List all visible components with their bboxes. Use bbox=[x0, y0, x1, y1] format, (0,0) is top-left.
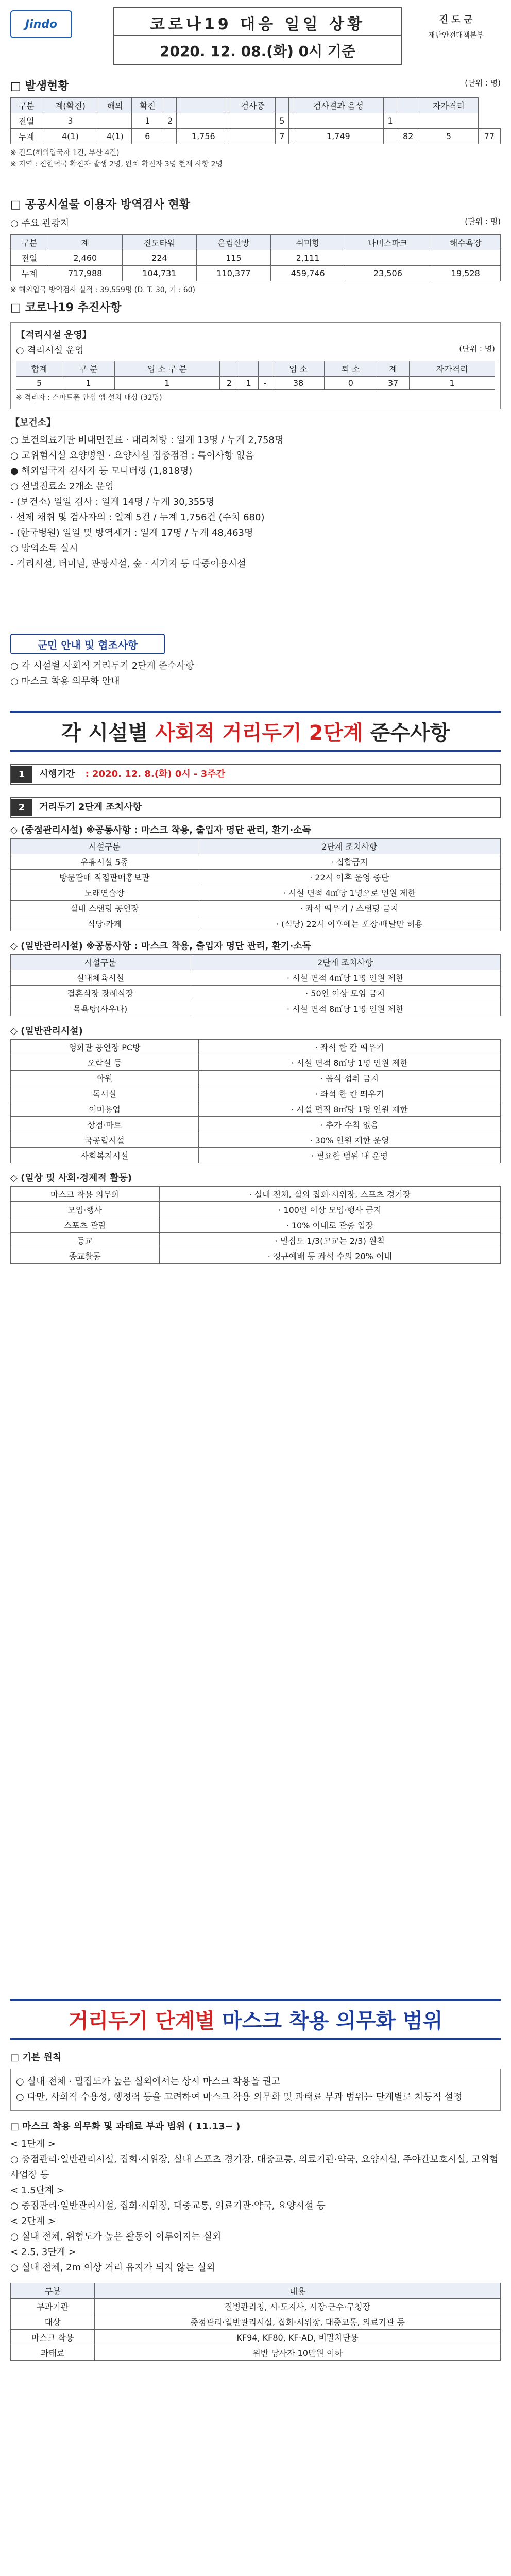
table-cell bbox=[226, 113, 230, 129]
table-cell: 위반 당사자 10만원 이하 bbox=[95, 2345, 501, 2361]
footnote: ※ 진도(해외입국자 1건, 부산 4건) bbox=[10, 149, 120, 157]
table-cell: 1,756 bbox=[181, 129, 226, 144]
table-row bbox=[11, 1001, 501, 1016]
table-cell: · 추가 수칙 없음 bbox=[198, 1117, 500, 1132]
table-row bbox=[11, 1086, 501, 1101]
footnote: ※ 격리자 : 스마트폰 안심 앱 설치 대상 (32명) bbox=[16, 394, 162, 402]
table-cell: · 30% 인원 제한 운영 bbox=[198, 1132, 500, 1148]
table-row bbox=[11, 2345, 501, 2361]
table-header-cell: 입 소 구 분 bbox=[114, 361, 219, 377]
table-cell: 459,746 bbox=[271, 266, 345, 281]
table-cell: 목욕탕(사우나) bbox=[11, 1001, 190, 1016]
table-header-cell: 진도타워 bbox=[122, 235, 196, 250]
table-cell: 중점관리·일반관리시설, 집회·시위장, 대중교통, 의료기관 등 bbox=[95, 2314, 501, 2330]
tourist-table bbox=[10, 234, 501, 281]
table-header-cell: 계(확진) bbox=[42, 98, 98, 113]
table-row bbox=[11, 1071, 501, 1086]
table-row bbox=[11, 1248, 501, 1264]
table-row bbox=[11, 2330, 501, 2345]
table-header-cell: 검사중 bbox=[230, 98, 276, 113]
table-header-row bbox=[11, 839, 501, 854]
table-cell: 224 bbox=[122, 250, 196, 266]
section-title: □ 코로나19 추진사항 bbox=[10, 301, 122, 314]
box-title: 【보건소】 bbox=[10, 417, 56, 428]
table-cell: · 시설 면적 8㎡당 1명 인원 제한 bbox=[190, 1001, 501, 1016]
action-list bbox=[10, 433, 501, 572]
title-part: 준수사항 bbox=[363, 721, 450, 745]
table-cell: 38 bbox=[272, 377, 325, 390]
table-cell bbox=[345, 250, 431, 266]
table-cell: 77 bbox=[478, 129, 500, 144]
table-cell: 국공립시설 bbox=[11, 1132, 199, 1148]
table-cell: 2 bbox=[219, 377, 239, 390]
table-header-cell bbox=[177, 98, 181, 113]
table-cell: 유흥시설 5종 bbox=[11, 854, 198, 870]
table-header-cell: 2단계 조치사항 bbox=[190, 955, 501, 970]
list-item: < 1단계 > bbox=[10, 2139, 56, 2149]
table-cell: 3 bbox=[42, 113, 98, 129]
subsection-title: ○ 주요 관광지 bbox=[10, 218, 70, 229]
org-name: 진 도 군 bbox=[439, 14, 473, 25]
list-item: · 선제 채취 및 검사자의 : 일계 5건 / 누계 1,756건 (수치 680) bbox=[10, 512, 265, 523]
section-notice bbox=[10, 634, 501, 689]
subsection-title: □ 마스크 착용 의무화 및 과태료 부과 범위 ( 11.13~ ) bbox=[10, 2121, 241, 2132]
table-cell: 37 bbox=[377, 377, 410, 390]
list-item: < 1.5단계 > bbox=[10, 2185, 65, 2196]
table-cell bbox=[230, 113, 276, 129]
table-header-cell: 내용 bbox=[95, 2283, 501, 2299]
table-header-cell bbox=[276, 98, 289, 113]
table-header-cell: 시설구분 bbox=[11, 839, 198, 854]
table-cell: 결혼식장 장례식장 bbox=[11, 986, 190, 1001]
table-header-cell bbox=[239, 361, 259, 377]
mask-title bbox=[10, 1999, 501, 2040]
table-cell: 종교활동 bbox=[11, 1248, 160, 1264]
table-row bbox=[11, 1148, 501, 1163]
table-cell: 110,377 bbox=[196, 266, 270, 281]
list-item: < 2.5, 3단계 > bbox=[10, 2247, 76, 2258]
table-cell: 이미용업 bbox=[11, 1101, 199, 1117]
table-cell bbox=[177, 129, 181, 144]
table-cell bbox=[226, 129, 230, 144]
subsection-title: ○ 격리시설 운영 bbox=[16, 345, 84, 356]
org-sub: 재난안전대책본부 bbox=[428, 31, 484, 40]
table-cell bbox=[419, 113, 478, 129]
table-cell: 실내 스탠딩 공연장 bbox=[11, 901, 198, 916]
table-header-row bbox=[11, 235, 501, 250]
table-cell: 717,988 bbox=[48, 266, 122, 281]
table-header-cell: 자가격리 bbox=[410, 361, 495, 377]
table-row bbox=[11, 854, 501, 870]
table-cell: 115 bbox=[196, 250, 270, 266]
table-cell: 과태료 bbox=[11, 2345, 95, 2361]
penalty-table bbox=[10, 2283, 501, 2361]
group-heading: ◇ (일반관리시설) ※공통사항 : 마스크 착용, 출입자 명단 관리, 환기·소독 bbox=[10, 941, 311, 952]
table-cell: 2 bbox=[163, 113, 177, 129]
table-cell: 누계 bbox=[11, 129, 42, 144]
list-item: ○ 선별진료소 2개소 운영 bbox=[10, 481, 114, 492]
table-cell: · 22시 이후 운영 중단 bbox=[198, 870, 501, 885]
list-item: ○ 보건의료기관 비대면진료 · 대리처방 : 일계 13명 / 누계 2,758명 bbox=[10, 435, 284, 446]
table-header-cell: 구분 bbox=[11, 2283, 95, 2299]
period-bar bbox=[10, 764, 501, 785]
table-row bbox=[11, 113, 501, 129]
table-header-cell bbox=[163, 98, 177, 113]
list-item: ○ 중점관리·일반관리시설, 집회·시위장, 대중교통, 의료기관·약국, 요양시설 등 bbox=[10, 2200, 326, 2211]
table-cell: 질병관리청, 시·도지사, 시장·군수·구청장 bbox=[95, 2299, 501, 2314]
table-cell bbox=[288, 113, 293, 129]
section-mask bbox=[10, 1999, 501, 2361]
table-cell bbox=[230, 129, 276, 144]
table-cell: 5 bbox=[276, 113, 289, 129]
report-date: 2020. 12. 08.(화) 0시 기준 bbox=[159, 43, 356, 60]
table-header-cell bbox=[384, 98, 397, 113]
table-row bbox=[11, 901, 501, 916]
title-highlight: 마스크 착용 의무화 범위 bbox=[222, 2009, 443, 2033]
table-cell: 2,111 bbox=[271, 250, 345, 266]
general-facility-table-2 bbox=[10, 1039, 501, 1163]
table-cell: 대상 bbox=[11, 2314, 95, 2330]
table-header-cell: 2단계 조치사항 bbox=[198, 839, 501, 854]
measures-bar bbox=[10, 797, 501, 818]
table-row bbox=[11, 1187, 501, 1202]
table-cell bbox=[397, 113, 419, 129]
table-cell: 5 bbox=[419, 129, 478, 144]
table-header-cell: 입 소 bbox=[272, 361, 325, 377]
table-cell: 1 bbox=[239, 377, 259, 390]
table-header-cell: 자가격리 bbox=[419, 98, 478, 113]
step-number: 1 bbox=[11, 766, 32, 783]
table-cell: 마스크 착용 의무화 bbox=[11, 1187, 160, 1202]
box-title: 【격리시설 운영】 bbox=[16, 330, 92, 341]
list-item: ○ 중점관리·일반관리시설, 집회·시위장, 실내 스포츠 경기장, 대중교통, 의료기관·약국, 요양시설, 주야간보호시설, 고위험 사업장 등 bbox=[10, 2154, 499, 2180]
table-header-cell: 시설구분 bbox=[11, 955, 190, 970]
table-cell: · 좌석 띄우기 / 스탠딩 금지 bbox=[198, 901, 501, 916]
table-header-cell bbox=[219, 361, 239, 377]
section-outbreak bbox=[10, 77, 501, 170]
table-header-cell: 해수욕장 bbox=[431, 235, 500, 250]
list-item: ○ 고위험시설 요양병원 · 요양시설 집중점검 : 특이사항 없음 bbox=[10, 450, 254, 461]
table-cell: 독서실 bbox=[11, 1086, 199, 1101]
table-cell: · 10% 이내로 관중 입장 bbox=[159, 1217, 500, 1233]
list-item: ○ 실내 전체, 위험도가 높은 활동이 이루어지는 실외 bbox=[10, 2231, 222, 2242]
table-cell bbox=[384, 129, 397, 144]
table-cell: · 좌석 한 칸 띄우기 bbox=[198, 1040, 500, 1055]
list-item: ● 해외입국자 검사자 등 모니터링 (1,818명) bbox=[10, 466, 193, 477]
section-distancing bbox=[10, 711, 501, 1264]
table-cell: · 밀집도 1/3(고교는 2/3) 원칙 bbox=[159, 1233, 500, 1248]
table-cell: 2,460 bbox=[48, 250, 122, 266]
table-row bbox=[11, 1040, 501, 1055]
table-cell: 모임·행사 bbox=[11, 1202, 160, 1217]
table-header-cell: 나비스파크 bbox=[345, 235, 431, 250]
table-row bbox=[11, 1117, 501, 1132]
table-cell: 영화관 공연장 PC방 bbox=[11, 1040, 199, 1055]
table-header-cell: 검사결과 음성 bbox=[293, 98, 384, 113]
isolation-box bbox=[10, 322, 501, 409]
table-row bbox=[11, 129, 501, 144]
table-header-cell bbox=[288, 98, 293, 113]
table-cell bbox=[181, 113, 226, 129]
table-header-row bbox=[11, 2283, 501, 2299]
table-cell: 7 bbox=[276, 129, 289, 144]
list-item: ○ 방역소독 실시 bbox=[10, 543, 78, 554]
group-heading: ◇ (중점관리시설) ※공통사항 : 마스크 착용, 출입자 명단 관리, 환기·소독 bbox=[10, 825, 311, 836]
table-cell bbox=[288, 129, 293, 144]
distancing-title bbox=[10, 711, 501, 752]
notice-list bbox=[10, 658, 501, 689]
table-header-cell: 운림산방 bbox=[196, 235, 270, 250]
table-cell: 19,528 bbox=[431, 266, 500, 281]
table-row bbox=[11, 1132, 501, 1148]
table-cell: 1 bbox=[384, 113, 397, 129]
table-cell: 4(1) bbox=[98, 129, 132, 144]
table-row bbox=[16, 377, 495, 390]
table-cell: 1 bbox=[62, 377, 115, 390]
table-cell: 상점·마트 bbox=[11, 1117, 199, 1132]
period-value: : 2020. 12. 8.(화) 0시 - 3주간 bbox=[85, 769, 226, 779]
table-cell: · 집합금지 bbox=[198, 854, 501, 870]
table-cell: · 좌석 한 칸 띄우기 bbox=[198, 1086, 500, 1101]
section-title: □ 발생현황 bbox=[10, 80, 69, 93]
isolation-table bbox=[16, 361, 495, 390]
table-header-row bbox=[11, 955, 501, 970]
title-highlight: 사회적 거리두기 2단계 bbox=[155, 721, 363, 745]
section-facility-check bbox=[10, 196, 501, 296]
list-item: - (한국병원) 일일 및 방역제거 : 일계 17명 / 누계 48,463명 bbox=[10, 528, 253, 538]
table-row bbox=[11, 986, 501, 1001]
table-cell: 23,506 bbox=[345, 266, 431, 281]
table-row bbox=[11, 916, 501, 931]
table-cell: 1 bbox=[114, 377, 219, 390]
table-header-row bbox=[11, 98, 501, 113]
list-item: - 격리시설, 터미널, 관광시설, 숲 · 시가지 등 다중이용시설 bbox=[10, 558, 246, 569]
table-cell: · 필요한 범위 내 운영 bbox=[198, 1148, 500, 1163]
table-cell: 0 bbox=[325, 377, 377, 390]
table-row bbox=[11, 870, 501, 885]
title-divider bbox=[114, 35, 401, 36]
list-item: ○ 실내 전체, 2m 이상 거리 유지가 되지 않는 실외 bbox=[10, 2262, 215, 2273]
list-item: ○ 각 시설별 사회적 거리두기 2단계 준수사항 bbox=[10, 660, 195, 671]
table-row bbox=[11, 266, 501, 281]
table-cell: 4(1) bbox=[42, 129, 98, 144]
subsection-title: □ 기본 원칙 bbox=[10, 2052, 62, 2063]
table-cell: 6 bbox=[132, 129, 163, 144]
principle-box: ○ 실내 전체 · 밀집도가 높은 실외에서는 상시 마스크 착용을 권고 ○ 다만, 사회적 수용성, 행정력 등을 고려하여 마스크 착용 의무화 및 과태료 부과 범위는 단계별로 차등적 설정 bbox=[10, 2069, 501, 2111]
table-row bbox=[11, 1202, 501, 1217]
table-row bbox=[11, 1055, 501, 1071]
title-box bbox=[113, 7, 402, 65]
title-part: 각 시설별 bbox=[61, 721, 156, 745]
period-label: 시행기간 bbox=[39, 769, 75, 779]
table-cell: 등교 bbox=[11, 1233, 160, 1248]
footnote: ※ 지역 : 진한덕국 확진자 발생 2명, 완치 확진자 3명 현재 사항 2명 bbox=[10, 160, 223, 168]
table-cell bbox=[177, 113, 181, 129]
table-cell: 오락실 등 bbox=[11, 1055, 199, 1071]
table-header-cell: 계 bbox=[48, 235, 122, 250]
table-cell: · 실내 전체, 실외 집회·시위장, 스포츠 경기장 bbox=[159, 1187, 500, 1202]
table-cell: 스포츠 관람 bbox=[11, 1217, 160, 1233]
table-header-cell: 쉬미항 bbox=[271, 235, 345, 250]
page-title: 코로나19 대응 일일 상황 bbox=[150, 15, 365, 33]
table-cell: KF94, KF80, KF-AD, 비말차단용 bbox=[95, 2330, 501, 2345]
table-header-cell: 합계 bbox=[16, 361, 62, 377]
group-heading: ◇ (일상 및 사회·경제적 활동) bbox=[10, 1173, 132, 1183]
table-cell: · 정규예배 등 좌석 수의 20% 이내 bbox=[159, 1248, 500, 1264]
table-cell: · (식당) 22시 이후에는 포장·배달만 허용 bbox=[198, 916, 501, 931]
section-title: □ 공공시설물 이용자 방역검사 현황 bbox=[10, 198, 190, 211]
page-header bbox=[0, 0, 511, 72]
list-item: ○ 마스크 착용 의무화 안내 bbox=[10, 676, 120, 687]
unit-label: (단위 : 명) bbox=[459, 344, 495, 353]
table-row bbox=[11, 2314, 501, 2330]
table-cell: 82 bbox=[397, 129, 419, 144]
table-header-cell bbox=[258, 361, 272, 377]
table-cell: 노래연습장 bbox=[11, 885, 198, 901]
table-cell: 방문판매 직접판매홍보관 bbox=[11, 870, 198, 885]
table-cell bbox=[98, 113, 132, 129]
table-row bbox=[11, 885, 501, 901]
table-cell: 식당·카페 bbox=[11, 916, 198, 931]
table-row bbox=[11, 1101, 501, 1117]
table-header-cell: 구분 bbox=[11, 235, 48, 250]
table-cell bbox=[293, 113, 384, 129]
mask-scope-list bbox=[10, 2137, 501, 2276]
table-cell: 마스크 착용 bbox=[11, 2330, 95, 2345]
table-cell: 1,749 bbox=[293, 129, 384, 144]
outbreak-table bbox=[10, 97, 501, 144]
table-row bbox=[11, 2299, 501, 2314]
list-item: < 2단계 > bbox=[10, 2216, 56, 2227]
table-cell: 학원 bbox=[11, 1071, 199, 1086]
table-row bbox=[11, 1233, 501, 1248]
daily-activity-table bbox=[10, 1186, 501, 1264]
table-cell: 1 bbox=[132, 113, 163, 129]
table-header-cell: 구분 bbox=[11, 98, 42, 113]
table-cell: · 50인 이상 모임 금지 bbox=[190, 986, 501, 1001]
general-facility-table bbox=[10, 954, 501, 1016]
table-row bbox=[11, 1217, 501, 1233]
table-cell: 실내체육시설 bbox=[11, 970, 190, 986]
org-label bbox=[412, 12, 500, 43]
table-cell: 사회복지시설 bbox=[11, 1148, 199, 1163]
table-row bbox=[11, 970, 501, 986]
list-item: - (보건소) 일일 검사 : 일계 14명 / 누계 30,355명 bbox=[10, 497, 215, 507]
table-header-cell: 계 bbox=[377, 361, 410, 377]
table-header-cell bbox=[181, 98, 226, 113]
table-header-cell: 확진 bbox=[132, 98, 163, 113]
unit-label: (단위 : 명) bbox=[465, 78, 501, 88]
table-cell: 5 bbox=[16, 377, 62, 390]
group-heading: ◇ (일반관리시설) bbox=[10, 1026, 83, 1037]
core-facility-table bbox=[10, 838, 501, 931]
table-cell: · 시설 면적 4㎡당 1명으로 인원 제한 bbox=[198, 885, 501, 901]
table-header-row bbox=[16, 361, 495, 377]
table-cell: · 음식 섭취 금지 bbox=[198, 1071, 500, 1086]
table-cell bbox=[163, 129, 177, 144]
table-cell: 부과기관 bbox=[11, 2299, 95, 2314]
unit-label: (단위 : 명) bbox=[465, 217, 501, 226]
step-number: 2 bbox=[11, 799, 32, 816]
table-header-cell bbox=[226, 98, 230, 113]
footnote: ※ 해외입국 방역검사 실적 : 39,559명 (D. T. 30, 기 : 60) bbox=[10, 286, 195, 294]
table-cell: · 시설 면적 4㎡당 1명 인원 제한 bbox=[190, 970, 501, 986]
notice-badge: 군민 안내 및 협조사항 bbox=[10, 634, 165, 654]
table-cell: · 시설 면적 8㎡당 1명 인원 제한 bbox=[198, 1055, 500, 1071]
table-cell bbox=[431, 250, 500, 266]
table-header-cell: 구 분 bbox=[62, 361, 115, 377]
measures-label: 거리두기 2단계 조치사항 bbox=[39, 802, 142, 812]
section-actions bbox=[10, 299, 501, 572]
table-cell: 104,731 bbox=[122, 266, 196, 281]
title-part: 거리두기 단계별 bbox=[68, 2009, 223, 2033]
table-cell: 누계 bbox=[11, 266, 48, 281]
table-cell: 1 bbox=[410, 377, 495, 390]
table-header-cell bbox=[397, 98, 419, 113]
jindo-logo: Jindo bbox=[10, 10, 72, 38]
table-cell: - bbox=[258, 377, 272, 390]
table-header-cell: 해외 bbox=[98, 98, 132, 113]
table-cell: · 시설 면적 8㎡당 1명 인원 제한 bbox=[198, 1101, 500, 1117]
table-cell: · 100인 이상 모임·행사 금지 bbox=[159, 1202, 500, 1217]
table-cell: 전일 bbox=[11, 250, 48, 266]
table-header-cell: 퇴 소 bbox=[325, 361, 377, 377]
table-cell: 전일 bbox=[11, 113, 42, 129]
table-row bbox=[11, 250, 501, 266]
